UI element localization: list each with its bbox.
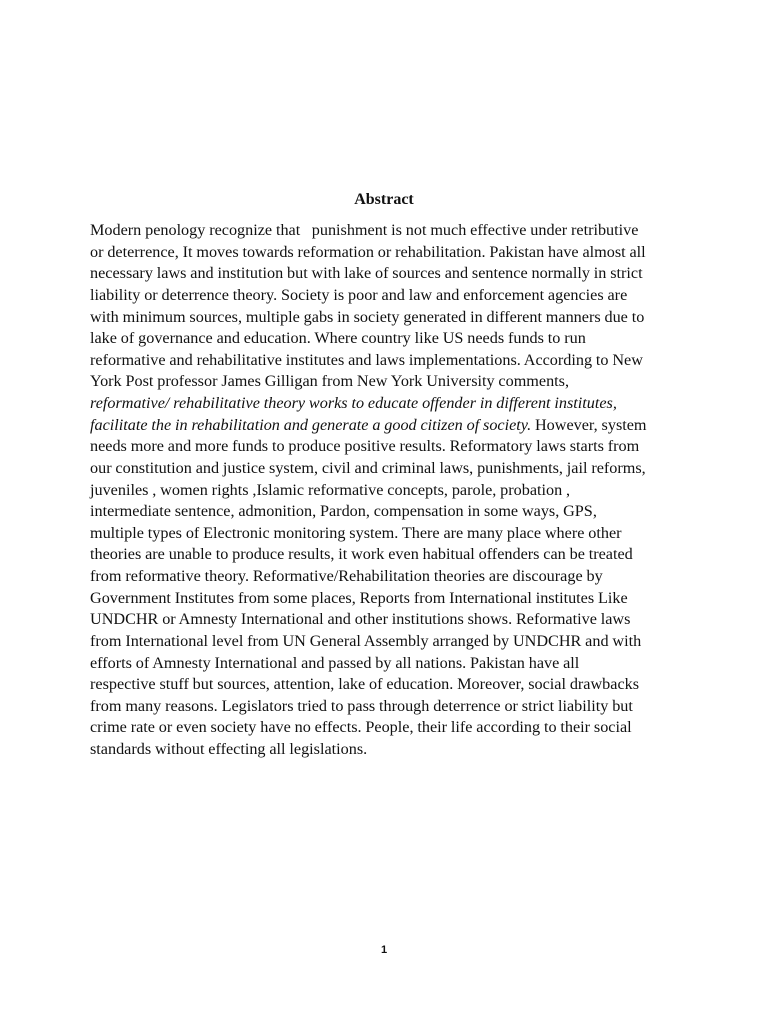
abstract-line <box>90 263 686 285</box>
abstract-line <box>90 501 686 523</box>
abstract-line <box>90 544 686 566</box>
line-text: needs more and more funds to produce positive results. Reformatory laws starts from <box>90 437 640 456</box>
abstract-line <box>90 436 686 458</box>
abstract-line <box>90 609 686 631</box>
line-text: from reformative theory. Reformative/Rehabilitation theories are discourage by <box>90 567 603 585</box>
abstract-line <box>90 717 686 739</box>
line-text: from International level from UN General Assembly arranged by UNDCHR and with <box>90 631 642 650</box>
line-text: or deterrence, It moves towards reformation or rehabilitation. Pakistan have almost all <box>90 242 646 261</box>
abstract-line <box>90 674 686 696</box>
abstract-line <box>90 739 686 761</box>
line-text: However, system <box>531 415 647 434</box>
line-text: our constitution and justice system, civil and criminal laws, punishments, jail reforms, <box>90 458 646 477</box>
quoted-comment-text: reformative/ rehabilitative theory works to educate offender in different institutes, <box>90 394 617 412</box>
line-text: from many reasons. Legislators tried to pass through deterrence or strict liability but <box>90 696 633 715</box>
abstract-line <box>90 393 686 415</box>
line-text: necessary laws and institution but with lake of sources and sentence normally in strict <box>90 264 643 283</box>
line-text: UNDCHR or Amnesty International and other institutions shows. Reformative laws <box>90 610 631 629</box>
abstract-line <box>90 285 686 307</box>
quoted-comment-text: facilitate the in rehabilitation and generate a good citizen of society. <box>90 415 532 434</box>
abstract-line <box>90 350 686 372</box>
line-text: lake of governance and education. Where country like US needs funds to run <box>90 329 586 348</box>
line-text: Modern penology recognize that punishment is not much effective under retributive <box>90 221 639 239</box>
line-text: Government Institutes from some places, Reports from International institutes Like <box>90 588 628 607</box>
line-text: with minimum sources, multiple gabs in society generated in different manners due to <box>90 307 645 326</box>
line-text: multiple types of Electronic monitoring system. There are many place where other <box>90 523 622 542</box>
abstract-line <box>90 480 686 502</box>
abstract-body <box>90 220 686 761</box>
abstract-line <box>90 220 686 242</box>
line-text: efforts of Amnesty International and passed by all nations. Pakistan have all <box>90 653 580 672</box>
abstract-heading: Abstract <box>354 191 414 208</box>
abstract-line <box>90 523 686 545</box>
line-text: theories are unable to produce results, it work even habitual offenders can be treated <box>90 545 633 564</box>
line-text: standards without effecting all legislations. <box>90 740 368 758</box>
abstract-line <box>90 566 686 588</box>
line-text: York Post professor James Gilligan from New York University comments, <box>90 372 570 391</box>
abstract-line <box>90 242 686 264</box>
line-text: respective stuff but sources, attention, lake of education. Moreover, social drawbacks <box>90 675 640 694</box>
page-number: 1 <box>380 944 388 956</box>
line-text: liability or deterrence theory. Society is poor and law and enforcement agencies are <box>90 285 628 304</box>
abstract-line <box>90 696 686 718</box>
line-text: reformative and rehabilitative institutes and laws implementations. According to New <box>90 350 643 369</box>
abstract-line <box>90 415 686 437</box>
abstract-line <box>90 631 686 653</box>
line-text: juveniles , women rights ,Islamic reformative concepts, parole, probation , <box>90 480 571 499</box>
abstract-line <box>90 653 686 675</box>
abstract-line <box>90 458 686 480</box>
line-text: crime rate or even society have no effects. People, their life according to their social <box>90 718 632 737</box>
abstract-line <box>90 588 686 610</box>
abstract-line <box>90 328 686 350</box>
line-text: intermediate sentence, admonition, Pardon, compensation in some ways, GPS, <box>90 502 597 521</box>
abstract-line <box>90 307 686 329</box>
abstract-line <box>90 371 686 393</box>
